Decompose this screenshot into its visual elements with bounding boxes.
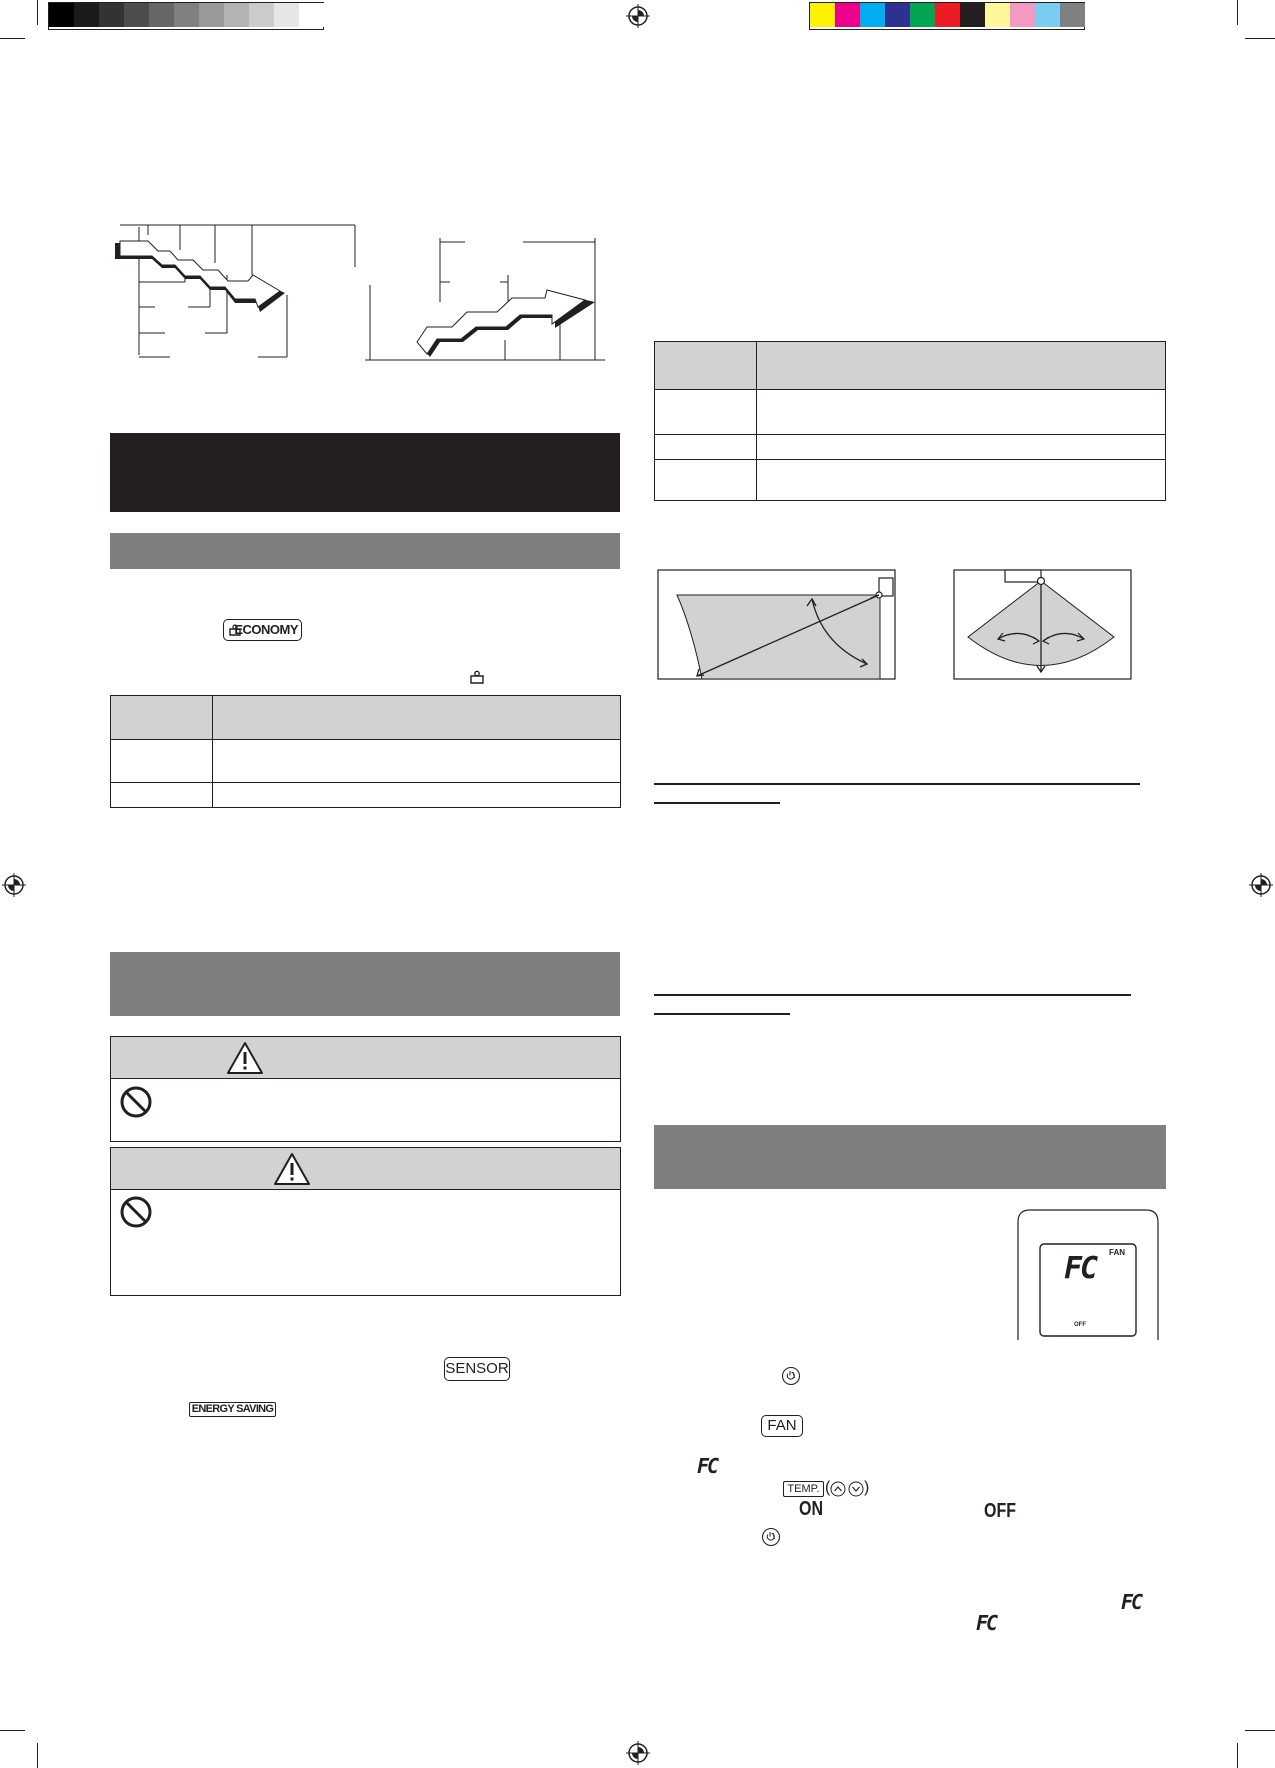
- energy-saving-button: [189, 1402, 276, 1417]
- economy-mode-icon: [228, 623, 242, 637]
- registration-mark-bottom: [626, 1741, 650, 1765]
- table-divider: [756, 342, 757, 500]
- crop-mark-bottom-left-h: [0, 1730, 25, 1731]
- display-mode: FAN: [1109, 1248, 1125, 1257]
- fan-button: [761, 1415, 803, 1437]
- gray-swatch: [274, 3, 299, 27]
- setback-step-diagram: [110, 215, 360, 365]
- color-swatch: [910, 3, 935, 27]
- fc-symbol: FC: [1121, 1590, 1142, 1614]
- sensor-button-label: SENSOR: [445, 1360, 509, 1377]
- heading-underline-2b: [654, 1013, 790, 1015]
- table-row: [655, 434, 1165, 435]
- caution-box-header: [111, 1037, 620, 1079]
- sensor-button: [444, 1357, 510, 1381]
- prohibited-icon: [119, 1195, 153, 1229]
- power-button-icon: [761, 1527, 781, 1547]
- fc-symbol: FC: [976, 1611, 997, 1635]
- power-button-icon: [781, 1366, 801, 1386]
- color-swatch: [1035, 3, 1060, 27]
- subsection-bar-sensor: [110, 952, 620, 1016]
- warning-triangle-icon: [273, 1152, 311, 1186]
- gray-swatch: [74, 3, 99, 27]
- color-swatch: [960, 3, 985, 27]
- temp-button-label: TEMP.: [787, 1483, 820, 1495]
- economy-indicator-icon: [469, 669, 485, 685]
- temp-paren-open: (: [825, 1479, 831, 1496]
- display-status: OFF: [1074, 1322, 1086, 1328]
- crop-mark-top-right-h: [1245, 38, 1275, 39]
- registration-mark-left: [2, 873, 26, 897]
- crop-mark-bottom-left-v: [37, 1743, 38, 1768]
- crop-mark-bottom-right-v: [1237, 1743, 1238, 1768]
- temp-button: [783, 1481, 824, 1497]
- color-swatch: [885, 3, 910, 27]
- fc-symbol: FC: [697, 1454, 718, 1478]
- color-swatch: [1060, 3, 1085, 27]
- table-divider: [212, 696, 213, 807]
- off-label: OFF: [984, 1500, 1016, 1522]
- crop-mark-bottom-right-h: [1245, 1730, 1275, 1731]
- sensor-side-view-diagram: [657, 569, 897, 681]
- caution-box-2: [110, 1147, 621, 1296]
- section-header-black: [110, 433, 620, 512]
- gray-swatch: [174, 3, 199, 27]
- registration-mark-top: [626, 4, 650, 28]
- color-swatch: [810, 3, 835, 27]
- chevron-up-icon: [830, 1481, 846, 1497]
- table-row: [111, 782, 620, 783]
- gray-swatch: [99, 3, 124, 27]
- prohibited-icon: [119, 1085, 153, 1119]
- heading-underline-1: [654, 783, 1140, 785]
- economy-button-label: ECONOMY: [234, 622, 298, 637]
- gray-swatch: [249, 3, 274, 27]
- section-bar-filter-check: [654, 1125, 1166, 1189]
- gray-swatch: [199, 3, 224, 27]
- heading-underline-2: [654, 994, 1131, 996]
- chevron-down-icon: [848, 1481, 864, 1497]
- crop-mark-top-right-v: [1237, 0, 1238, 25]
- wakeup-step-diagram: [360, 230, 610, 370]
- on-label: ON: [799, 1498, 823, 1520]
- sensor-table: [654, 341, 1166, 501]
- crop-mark-top-left-v: [37, 0, 38, 25]
- temp-paren-close: ): [864, 1479, 870, 1496]
- subsection-bar-economy: [110, 533, 620, 569]
- sensor-top-view-diagram: [953, 569, 1133, 681]
- table-row: [655, 389, 1165, 390]
- heading-underline-1b: [654, 802, 780, 804]
- economy-table: [110, 695, 621, 808]
- color-swatch: [935, 3, 960, 27]
- caution-box-header: [111, 1148, 620, 1190]
- gray-swatch: [224, 3, 249, 27]
- registration-mark-right: [1249, 873, 1273, 897]
- gray-swatch: [124, 3, 149, 27]
- table-header: [111, 696, 620, 739]
- table-header: [655, 342, 1165, 389]
- table-row: [111, 739, 620, 740]
- color-swatch: [985, 3, 1010, 27]
- color-swatch: [860, 3, 885, 27]
- display-code: FC: [1064, 1251, 1097, 1286]
- caution-box-1: [110, 1036, 621, 1142]
- table-row: [655, 459, 1165, 460]
- crop-mark-top-left-h: [0, 38, 25, 39]
- fan-button-label: FAN: [767, 1417, 797, 1434]
- gray-swatch: [149, 3, 174, 27]
- energy-saving-button-label: ENERGY SAVING: [191, 1403, 274, 1415]
- gray-swatch: [49, 3, 74, 27]
- warning-triangle-icon: [226, 1041, 264, 1075]
- color-swatch: [835, 3, 860, 27]
- color-swatch: [1010, 3, 1035, 27]
- gray-swatch: [299, 3, 324, 27]
